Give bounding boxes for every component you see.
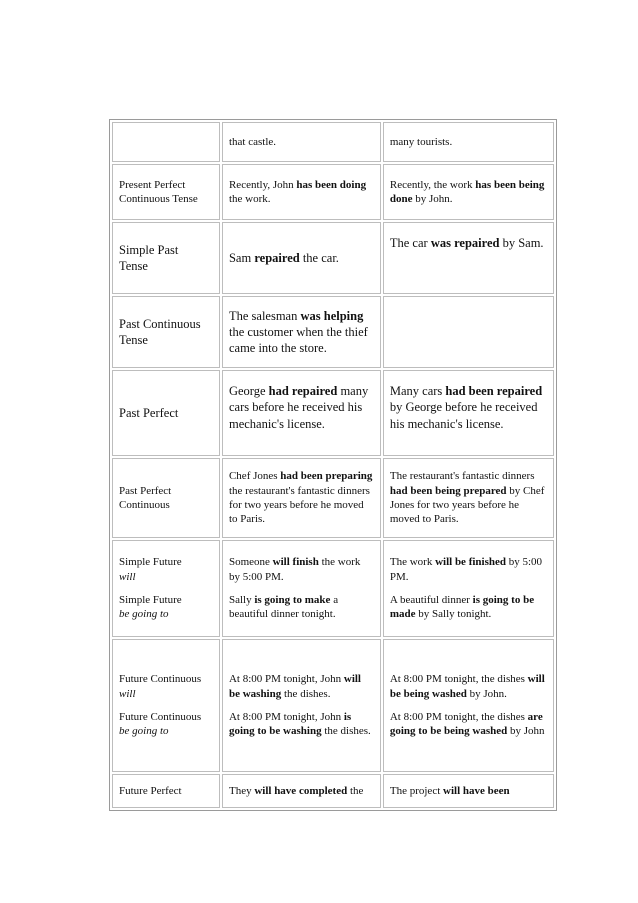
verb-phrase: repaired xyxy=(254,250,300,265)
passive-voice-cell xyxy=(383,639,554,772)
example-sentence xyxy=(390,672,547,701)
sentence-text: the restaurant's fantastic dinners for two years before he moved to Paris. xyxy=(228,484,370,526)
example-sentence xyxy=(229,469,374,526)
sentence-text: by Sam. xyxy=(499,236,544,250)
tense-name-label: Tense xyxy=(119,259,148,273)
sentence-text: They xyxy=(228,784,255,797)
active-voice-cell xyxy=(222,458,381,538)
passive-voice-cell xyxy=(383,774,554,808)
sentence-text: many tourists. xyxy=(389,135,453,148)
table-row xyxy=(112,540,554,637)
passive-voice-cell xyxy=(383,458,554,538)
tense-table xyxy=(109,119,557,811)
sentence-text: George xyxy=(228,384,269,398)
table-row xyxy=(112,774,554,808)
example-sentence xyxy=(229,383,374,432)
tense-cell xyxy=(112,370,220,456)
table-row xyxy=(112,164,554,220)
active-voice-cell xyxy=(222,296,381,368)
tense-form-label: be going to xyxy=(119,725,169,738)
paragraph-gap xyxy=(229,701,374,710)
tense-name-label: Past Perfect xyxy=(119,484,172,497)
table-row xyxy=(112,370,554,456)
table-row xyxy=(112,296,554,368)
tense-name-label: Continuous xyxy=(119,499,170,511)
example-sentence xyxy=(229,784,374,798)
verb-phrase: are going to be being washed xyxy=(389,711,543,738)
sentence-text: by George before he received his mechanic's license. xyxy=(389,400,538,431)
table-row xyxy=(112,222,554,294)
verb-phrase: is going to be made xyxy=(389,594,535,621)
passive-voice-cell xyxy=(383,222,554,294)
verb-phrase: was repaired xyxy=(430,236,500,250)
example-sentence xyxy=(390,710,547,739)
verb-phrase: had repaired xyxy=(268,384,338,398)
example-sentence xyxy=(229,250,374,266)
tense-name-label: Simple Past xyxy=(119,242,179,257)
sentence-text: The project xyxy=(389,784,444,797)
active-voice-cell xyxy=(222,164,381,220)
tense-form-label: will xyxy=(119,687,136,700)
verb-phrase: is going to make xyxy=(254,594,331,606)
sentence-text: the xyxy=(347,784,364,797)
example-sentence xyxy=(390,469,547,526)
sentence-text: The restaurant's fantastic dinners xyxy=(389,470,535,483)
example-sentence xyxy=(390,235,547,251)
line-gap xyxy=(119,584,213,593)
verb-phrase: will have completed xyxy=(254,784,348,797)
tense-name-label: Future Continuous xyxy=(119,673,202,686)
verb-phrase: has been xyxy=(296,178,338,191)
sentence-text: by John xyxy=(507,725,545,738)
sentence-text: The work xyxy=(389,556,436,569)
sentence-text: Many cars xyxy=(389,384,446,398)
tense-cell xyxy=(112,296,220,368)
table-row xyxy=(112,458,554,538)
tense-form-label: will xyxy=(119,570,136,583)
example-sentence xyxy=(390,135,547,149)
sentence-text: The salesman xyxy=(228,308,301,323)
sentence-text: that castle. xyxy=(228,135,277,148)
tense-name-label: Simple Future xyxy=(119,556,182,569)
tense-cell xyxy=(112,458,220,538)
example-sentence xyxy=(229,710,374,739)
example-sentence xyxy=(390,784,547,798)
active-voice-cell xyxy=(222,774,381,808)
example-sentence xyxy=(390,178,547,207)
example-sentence xyxy=(390,555,547,584)
verb-phrase: had been repaired xyxy=(445,384,543,398)
example-sentence xyxy=(390,593,547,622)
sentence-text: Recently, the work xyxy=(389,178,476,191)
sentence-text: Sally xyxy=(228,594,255,606)
active-voice-cell xyxy=(222,222,381,294)
verb-phrase: being done xyxy=(389,178,545,205)
example-sentence xyxy=(229,555,374,584)
sentence-text: At 8:00 PM tonight, John xyxy=(228,711,344,723)
sentence-text: Someone xyxy=(228,556,273,569)
tense-name-label: Future Perfect xyxy=(119,784,182,797)
active-voice-cell xyxy=(222,639,381,772)
tense-cell xyxy=(112,122,220,162)
verb-phrase: will have been xyxy=(443,784,510,797)
sentence-text: the car. xyxy=(299,250,339,265)
passive-voice-cell xyxy=(383,164,554,220)
tense-cell xyxy=(112,540,220,637)
verb-phrase: has been xyxy=(475,178,516,191)
table-row xyxy=(112,639,554,772)
example-sentence xyxy=(229,178,374,207)
passive-voice-cell xyxy=(383,540,554,637)
verb-phrase: had been being prepared xyxy=(389,484,507,497)
passive-voice-cell xyxy=(383,296,554,368)
example-sentence xyxy=(229,135,374,149)
paragraph-gap xyxy=(390,701,547,710)
verb-phrase: will finish xyxy=(272,556,319,569)
sentence-text: the dishes. xyxy=(281,687,331,700)
sentence-text: by 5:00 PM. xyxy=(389,556,543,583)
sentence-text: Chef Jones xyxy=(228,470,281,483)
sentence-text: many cars before he received his mechanic's license. xyxy=(228,384,369,431)
sentence-text: the customer when the thief came into the store. xyxy=(228,324,368,356)
passive-voice-cell xyxy=(383,370,554,456)
sentence-text: At 8:00 PM tonight, John xyxy=(228,673,344,686)
sentence-text: At 8:00 PM tonight, the dishes xyxy=(389,711,528,723)
sentence-text: Recently, John xyxy=(228,178,297,191)
verb-phrase: will be finished xyxy=(435,556,506,569)
verb-phrase: was helping xyxy=(300,308,364,323)
verb-phrase: doing xyxy=(339,178,367,191)
example-sentence xyxy=(390,383,547,432)
sentence-text: The car xyxy=(389,236,431,250)
example-sentence xyxy=(229,672,374,701)
paragraph-gap xyxy=(390,584,547,593)
sentence-text: At 8:00 PM tonight, the dishes xyxy=(389,673,528,686)
tense-name-label: Simple Future xyxy=(119,594,182,606)
tense-name-label: Present Perfect xyxy=(119,178,186,191)
tense-cell xyxy=(112,774,220,808)
sentence-text: by Sally tonight. xyxy=(415,608,492,621)
sentence-text: by John. xyxy=(466,687,507,700)
table-row xyxy=(112,122,554,162)
verb-phrase: is going to be washing xyxy=(228,711,352,738)
sentence-text: the dishes. xyxy=(321,725,371,738)
verb-phrase: will be washing xyxy=(228,673,361,700)
example-sentence xyxy=(229,593,374,622)
tense-name-label: Future Continuous xyxy=(119,711,202,723)
tense-name-label: Past Continuous xyxy=(119,316,201,331)
sentence-text: by Chef Jones for two years before he moved to Paris. xyxy=(389,484,545,526)
tense-name-label: Tense xyxy=(119,333,148,347)
tense-cell xyxy=(112,222,220,294)
verb-phrase: had been preparing xyxy=(280,470,373,483)
active-voice-cell xyxy=(222,540,381,637)
tense-name-label: Continuous Tense xyxy=(119,193,198,205)
tense-cell xyxy=(112,164,220,220)
tense-name-label: Past Perfect xyxy=(119,405,179,420)
sentence-text: by John. xyxy=(412,193,453,205)
example-sentence xyxy=(229,308,374,357)
active-voice-cell xyxy=(222,122,381,162)
sentence-text: A beautiful dinner xyxy=(389,594,473,606)
passive-voice-cell xyxy=(383,122,554,162)
sentence-text: Sam xyxy=(228,250,255,265)
tense-cell xyxy=(112,639,220,772)
active-voice-cell xyxy=(222,370,381,456)
paragraph-gap xyxy=(229,584,374,593)
sentence-text: a beautiful dinner tonight. xyxy=(228,594,339,621)
verb-phrase: will be being washed xyxy=(389,673,545,700)
sentence-text: the work by 5:00 PM. xyxy=(228,556,361,583)
sentence-text: the work. xyxy=(228,193,271,205)
tense-form-label: be going to xyxy=(119,608,169,621)
line-gap xyxy=(119,701,213,710)
